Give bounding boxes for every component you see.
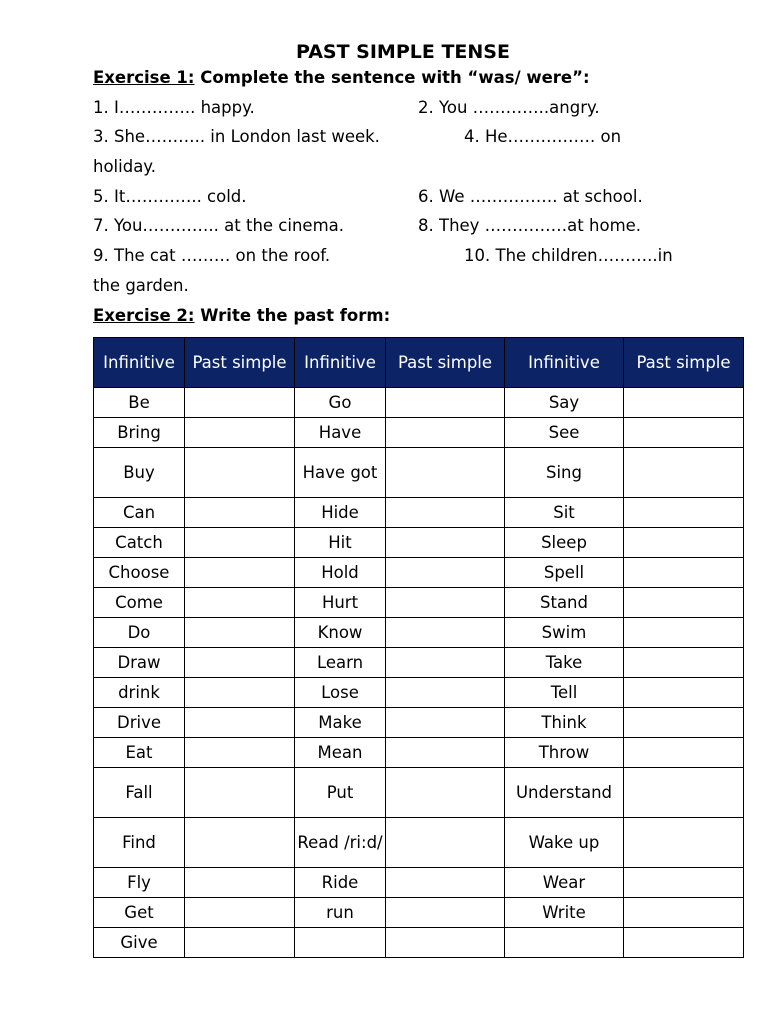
past-simple-answer-cell[interactable] (386, 928, 505, 958)
header-infinitive: Infinitive (505, 338, 624, 388)
infinitive-cell: Buy (94, 448, 185, 498)
exercise-2-instruction: Write the past form: (194, 306, 391, 325)
infinitive-cell: Get (94, 898, 185, 928)
infinitive-cell: Can (94, 498, 185, 528)
past-simple-answer-cell[interactable] (624, 678, 744, 708)
infinitive-cell: Hit (295, 528, 386, 558)
past-simple-answer-cell[interactable] (185, 618, 295, 648)
past-simple-answer-cell[interactable] (386, 528, 505, 558)
infinitive-cell: Lose (295, 678, 386, 708)
header-past-simple: Past simple (185, 338, 295, 388)
verbs-table-body (94, 388, 744, 958)
infinitive-cell: Understand (505, 768, 624, 818)
infinitive-cell: drink (94, 678, 185, 708)
infinitive-cell: Spell (505, 558, 624, 588)
infinitive-cell: Catch (94, 528, 185, 558)
sentence-4: 4. He……………. on (464, 127, 622, 146)
past-simple-answer-cell[interactable] (624, 448, 744, 498)
past-simple-answer-cell[interactable] (624, 558, 744, 588)
past-simple-answer-cell[interactable] (386, 738, 505, 768)
header-infinitive: Infinitive (295, 338, 386, 388)
past-simple-answer-cell[interactable] (624, 898, 744, 928)
past-simple-answer-cell[interactable] (624, 768, 744, 818)
table-row (94, 678, 744, 708)
past-simple-answer-cell[interactable] (185, 678, 295, 708)
infinitive-cell: Stand (505, 588, 624, 618)
past-simple-answer-cell[interactable] (386, 678, 505, 708)
infinitive-cell: Go (295, 388, 386, 418)
past-simple-answer-cell[interactable] (386, 448, 505, 498)
infinitive-cell: Wear (505, 868, 624, 898)
sentence-10-continued: the garden. (93, 276, 189, 295)
infinitive-cell: Draw (94, 648, 185, 678)
infinitive-cell: Mean (295, 738, 386, 768)
infinitive-cell: Know (295, 618, 386, 648)
infinitive-cell: Make (295, 708, 386, 738)
sentence-4-continued: holiday. (93, 157, 156, 176)
exercise-2-heading (93, 306, 390, 325)
past-simple-answer-cell[interactable] (386, 618, 505, 648)
table-row (94, 818, 744, 868)
infinitive-cell: Bring (94, 418, 185, 448)
sentence-2: 2. You …………..angry. (418, 98, 600, 117)
sentence-7: 7. You………….. at the cinema. (93, 216, 345, 235)
infinitive-cell: Fly (94, 868, 185, 898)
infinitive-cell: Write (505, 898, 624, 928)
past-simple-answer-cell[interactable] (185, 648, 295, 678)
infinitive-cell (505, 928, 624, 958)
infinitive-cell: Have got (295, 448, 386, 498)
infinitive-cell: Learn (295, 648, 386, 678)
infinitive-cell (295, 928, 386, 958)
past-simple-answer-cell[interactable] (386, 818, 505, 868)
past-simple-answer-cell[interactable] (386, 388, 505, 418)
past-simple-answer-cell[interactable] (624, 648, 744, 678)
past-simple-answer-cell[interactable] (624, 388, 744, 418)
past-simple-answer-cell[interactable] (624, 618, 744, 648)
infinitive-cell: run (295, 898, 386, 928)
past-simple-answer-cell[interactable] (185, 588, 295, 618)
past-simple-answer-cell[interactable] (624, 588, 744, 618)
past-simple-answer-cell[interactable] (386, 868, 505, 898)
past-simple-answer-cell[interactable] (624, 528, 744, 558)
past-simple-answer-cell[interactable] (624, 418, 744, 448)
past-simple-answer-cell[interactable] (185, 448, 295, 498)
infinitive-cell: Throw (505, 738, 624, 768)
infinitive-cell: Fall (94, 768, 185, 818)
past-simple-answer-cell[interactable] (386, 898, 505, 928)
sentence-10: 10. The children………..in (464, 246, 673, 265)
infinitive-cell: Do (94, 618, 185, 648)
table-row (94, 498, 744, 528)
past-simple-answer-cell[interactable] (386, 768, 505, 818)
infinitive-cell: Find (94, 818, 185, 868)
infinitive-cell: Say (505, 388, 624, 418)
past-simple-answer-cell[interactable] (185, 738, 295, 768)
verbs-table (93, 337, 744, 958)
sentence-9: 9. The cat ……… on the roof. (93, 246, 331, 265)
table-row (94, 528, 744, 558)
infinitive-cell: Hurt (295, 588, 386, 618)
past-simple-answer-cell[interactable] (624, 868, 744, 898)
page-title: PAST SIMPLE TENSE (296, 41, 510, 63)
table-row (94, 928, 744, 958)
infinitive-cell: Tell (505, 678, 624, 708)
table-row (94, 618, 744, 648)
infinitive-cell: Eat (94, 738, 185, 768)
exercise-1-heading (93, 68, 590, 87)
table-row (94, 558, 744, 588)
past-simple-answer-cell[interactable] (624, 708, 744, 738)
past-simple-answer-cell[interactable] (185, 388, 295, 418)
header-past-simple: Past simple (624, 338, 744, 388)
past-simple-answer-cell[interactable] (185, 708, 295, 738)
past-simple-answer-cell[interactable] (386, 708, 505, 738)
sentence-8: 8. They ……………at home. (418, 216, 642, 235)
past-simple-answer-cell[interactable] (185, 898, 295, 928)
infinitive-cell: Hold (295, 558, 386, 588)
past-simple-answer-cell[interactable] (185, 818, 295, 868)
infinitive-cell: Hide (295, 498, 386, 528)
exercise-1-label: Exercise 1: (93, 68, 195, 87)
past-simple-answer-cell[interactable] (386, 418, 505, 448)
table-row (94, 448, 744, 498)
past-simple-answer-cell[interactable] (185, 418, 295, 448)
infinitive-cell: Swim (505, 618, 624, 648)
infinitive-cell: Take (505, 648, 624, 678)
infinitive-cell: Sit (505, 498, 624, 528)
table-header-row (94, 338, 744, 388)
sentence-5: 5. It………….. cold. (93, 187, 247, 206)
past-simple-answer-cell[interactable] (624, 498, 744, 528)
infinitive-cell: Come (94, 588, 185, 618)
infinitive-cell: Put (295, 768, 386, 818)
sentence-1: 1. I………….. happy. (93, 98, 255, 117)
past-simple-answer-cell[interactable] (185, 768, 295, 818)
table-row (94, 738, 744, 768)
sentence-3: 3. She……….. in London last week. (93, 127, 380, 146)
table-row (94, 388, 744, 418)
infinitive-cell: Give (94, 928, 185, 958)
past-simple-answer-cell[interactable] (185, 868, 295, 898)
past-simple-answer-cell[interactable] (624, 818, 744, 868)
infinitive-cell: Have (295, 418, 386, 448)
infinitive-cell: Drive (94, 708, 185, 738)
infinitive-cell: Sleep (505, 528, 624, 558)
past-simple-answer-cell[interactable] (624, 738, 744, 768)
past-simple-answer-cell[interactable] (185, 498, 295, 528)
table-row (94, 588, 744, 618)
table-row (94, 868, 744, 898)
infinitive-cell: See (505, 418, 624, 448)
infinitive-cell: Wake up (505, 818, 624, 868)
exercise-1-instruction: Complete the sentence with “was/ were”: (194, 68, 590, 87)
infinitive-cell: Ride (295, 868, 386, 898)
header-past-simple: Past simple (386, 338, 505, 388)
table-row (94, 648, 744, 678)
past-simple-answer-cell[interactable] (386, 588, 505, 618)
infinitive-cell: Think (505, 708, 624, 738)
past-simple-answer-cell[interactable] (185, 528, 295, 558)
past-simple-answer-cell[interactable] (185, 558, 295, 588)
table-row (94, 708, 744, 738)
exercise-2-label: Exercise 2: (93, 306, 195, 325)
past-simple-answer-cell[interactable] (386, 648, 505, 678)
past-simple-answer-cell[interactable] (624, 928, 744, 958)
infinitive-cell: Read /ri:d/ (295, 818, 386, 868)
infinitive-cell: Sing (505, 448, 624, 498)
past-simple-answer-cell[interactable] (386, 498, 505, 528)
infinitive-cell: Be (94, 388, 185, 418)
table-row (94, 768, 744, 818)
past-simple-answer-cell[interactable] (185, 928, 295, 958)
infinitive-cell: Choose (94, 558, 185, 588)
table-row (94, 898, 744, 928)
header-infinitive: Infinitive (94, 338, 185, 388)
past-simple-answer-cell[interactable] (386, 558, 505, 588)
sentence-6: 6. We ……………. at school. (418, 187, 643, 206)
table-row (94, 418, 744, 448)
